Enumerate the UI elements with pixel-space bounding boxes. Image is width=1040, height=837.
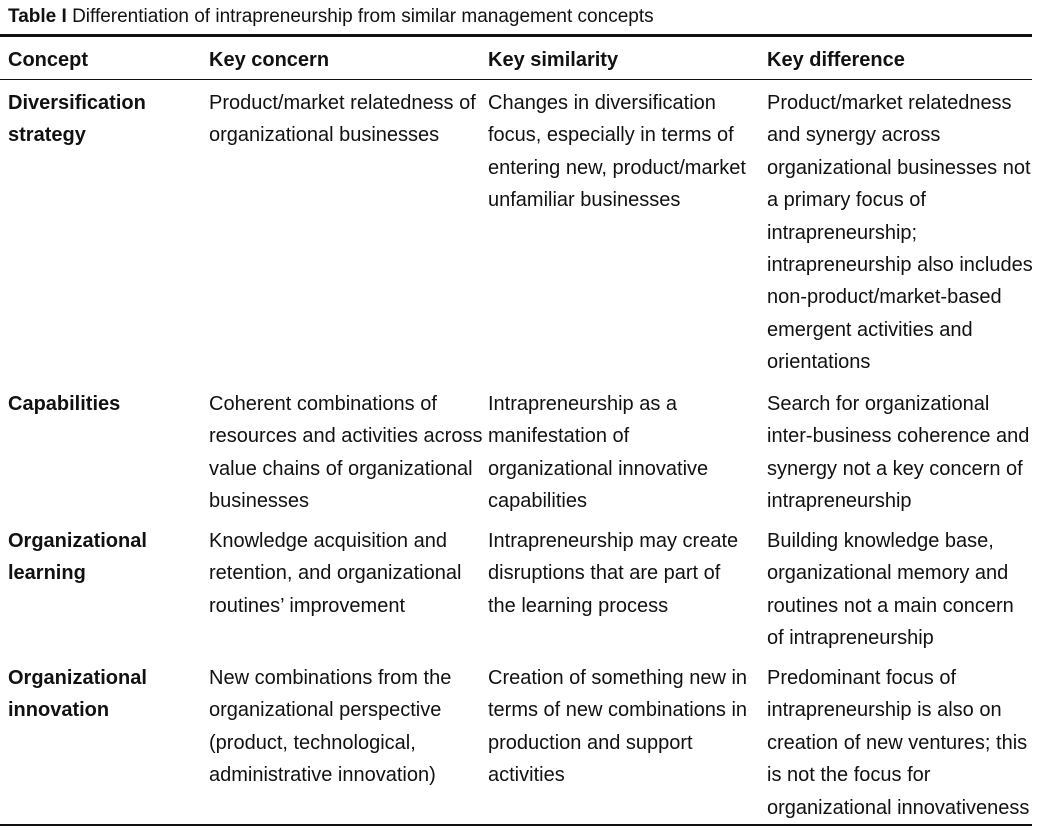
cell-line: production and support bbox=[488, 731, 693, 754]
cell-line: businesses bbox=[209, 490, 310, 513]
cell-line: Intrapreneurship as a bbox=[488, 393, 678, 415]
header-concept: Concept bbox=[8, 49, 88, 71]
cell-line: a primary focus of bbox=[767, 189, 926, 212]
cell-line: Knowledge acquisition and bbox=[209, 530, 447, 552]
cell-line: organizational businesses not bbox=[767, 156, 1031, 179]
cell-line: Creation of something new in bbox=[488, 667, 748, 689]
cell-key-difference bbox=[767, 388, 1029, 518]
cell-line: organizational innovative bbox=[488, 457, 709, 480]
cell-line: activities bbox=[488, 764, 565, 787]
cell-concept bbox=[8, 525, 147, 590]
cell-key-concern bbox=[209, 388, 482, 518]
cell-key-similarity bbox=[488, 525, 738, 622]
cell-line: of intrapreneurship bbox=[767, 627, 934, 650]
cell-line: intrapreneurship is also on bbox=[767, 699, 1002, 722]
cell-key-similarity bbox=[488, 662, 747, 792]
cell-line: inter-business coherence and bbox=[767, 425, 1030, 448]
cell-line: organizational perspective bbox=[209, 699, 442, 722]
cell-key-difference bbox=[767, 662, 1029, 824]
cell-line: organizational innovativeness bbox=[767, 796, 1030, 819]
cell-line: (product, technological, bbox=[209, 731, 416, 754]
cell-line: intrapreneurship; bbox=[767, 221, 918, 244]
cell-concept bbox=[8, 87, 146, 152]
cell-line: focus, especially in terms of bbox=[488, 124, 734, 147]
cell-line: New combinations from the bbox=[209, 667, 452, 689]
cell-line: the learning process bbox=[488, 594, 669, 617]
cell-line: intrapreneurship also includes bbox=[767, 254, 1033, 277]
cell-line: administrative innovation) bbox=[209, 764, 436, 787]
cell-line: manifestation of bbox=[488, 425, 630, 448]
cell-key-difference bbox=[767, 525, 1014, 655]
cell-line: Diversification bbox=[8, 92, 146, 114]
cell-line: emergent activities and bbox=[767, 318, 973, 341]
cell-line: entering new, product/market bbox=[488, 156, 746, 179]
table-header-rule bbox=[0, 79, 1032, 80]
table-caption-text: Differentiation of intrapreneurship from similar management concepts bbox=[72, 6, 654, 27]
cell-line: Product/market relatedness of bbox=[209, 92, 476, 114]
cell-line: strategy bbox=[8, 124, 86, 147]
table-caption-label: Table I bbox=[8, 6, 67, 27]
cell-line: retention, and organizational bbox=[209, 562, 462, 585]
cell-line: Organizational bbox=[8, 667, 147, 689]
cell-line: Building knowledge base, bbox=[767, 530, 994, 552]
cell-line: unfamiliar businesses bbox=[488, 189, 681, 212]
cell-line: capabilities bbox=[488, 490, 587, 513]
cell-line: routines’ improvement bbox=[209, 594, 406, 617]
cell-line: learning bbox=[8, 562, 86, 585]
cell-line: is not the focus for bbox=[767, 764, 931, 787]
cell-line: disruptions that are part of bbox=[488, 562, 721, 585]
cell-key-concern bbox=[209, 87, 476, 152]
cell-key-concern bbox=[209, 525, 461, 622]
cell-line: Intrapreneurship may create bbox=[488, 530, 739, 552]
cell-line: organizational businesses bbox=[209, 124, 440, 147]
cell-line: creation of new ventures; this bbox=[767, 731, 1028, 754]
cell-line: organizational memory and bbox=[767, 562, 1009, 585]
cell-line: Organizational bbox=[8, 530, 147, 552]
cell-line: Search for organizational bbox=[767, 393, 990, 415]
cell-concept bbox=[8, 662, 147, 727]
cell-line: intrapreneurship bbox=[767, 490, 912, 513]
table-top-rule bbox=[0, 34, 1032, 37]
cell-line: orientations bbox=[767, 351, 871, 374]
cell-line: and synergy across bbox=[767, 124, 941, 147]
cell-line: innovation bbox=[8, 699, 110, 722]
header-key-similarity: Key similarity bbox=[488, 49, 619, 71]
cell-line: terms of new combinations in bbox=[488, 699, 748, 722]
cell-line: Predominant focus of bbox=[767, 667, 956, 689]
header-key-difference: Key difference bbox=[767, 49, 905, 71]
table-caption bbox=[8, 4, 654, 30]
cell-key-difference bbox=[767, 87, 1033, 379]
cell-key-similarity bbox=[488, 388, 708, 518]
cell-line: resources and activities across bbox=[209, 425, 483, 448]
cell-line: value chains of organizational bbox=[209, 457, 473, 480]
cell-line: Changes in diversification bbox=[488, 92, 716, 114]
cell-key-concern bbox=[209, 662, 451, 792]
cell-key-similarity bbox=[488, 87, 746, 217]
cell-line: Coherent combinations of bbox=[209, 393, 437, 415]
header-key-concern: Key concern bbox=[209, 49, 330, 71]
cell-line: non-product/market-based bbox=[767, 286, 1002, 309]
cell-line: Capabilities bbox=[8, 393, 121, 415]
cell-line: routines not a main concern bbox=[767, 594, 1014, 617]
cell-line: synergy not a key concern of bbox=[767, 457, 1023, 480]
cell-concept bbox=[8, 388, 120, 420]
table-bottom-rule bbox=[0, 824, 1032, 826]
cell-line: Product/market relatedness bbox=[767, 92, 1012, 114]
